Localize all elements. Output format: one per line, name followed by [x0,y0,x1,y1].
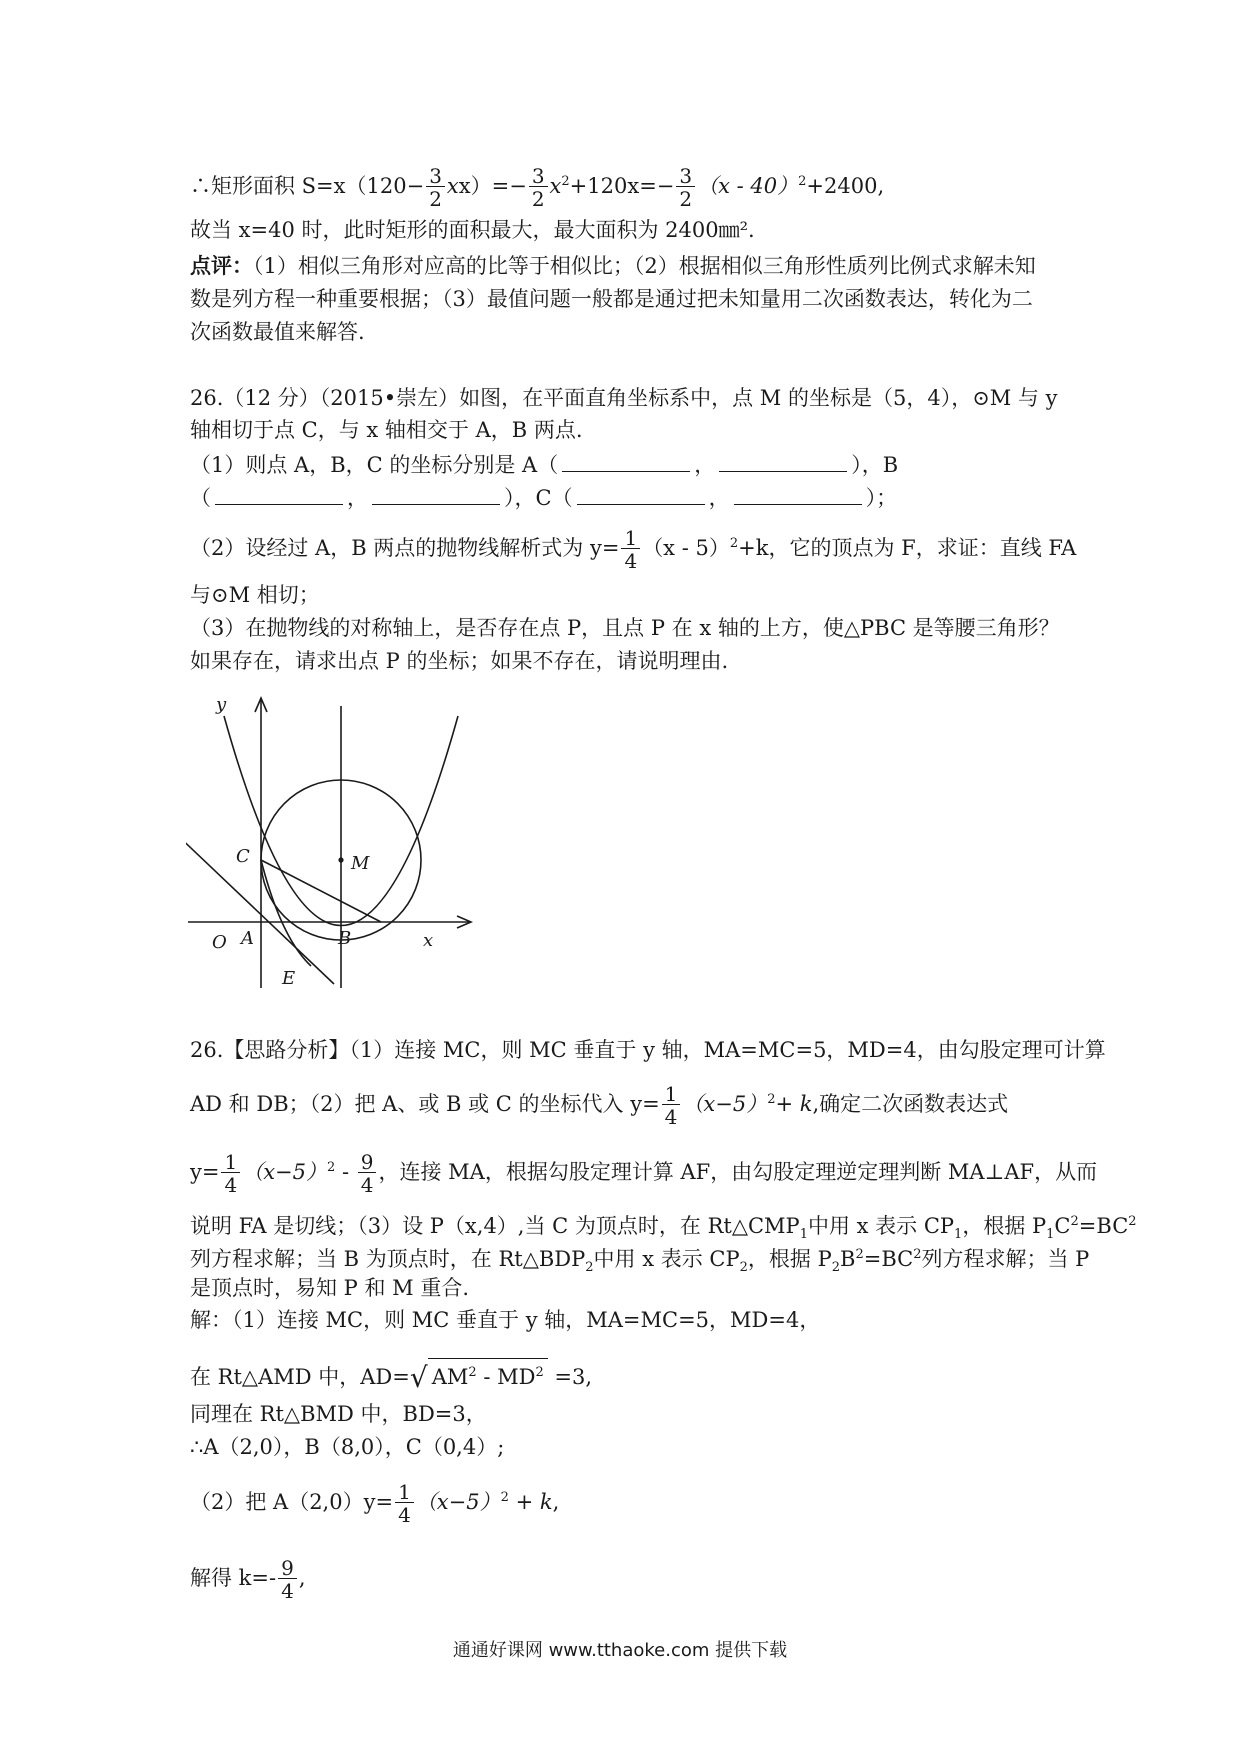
question-3-line-2: 如果存在，请求出点 P 的坐标；如果不存在，请说明理由. [190,649,729,673]
answer-blank[interactable] [577,484,705,505]
point-m [338,857,343,862]
answer-blank[interactable] [372,484,500,505]
solution-line-2: AD 和 DB；（2）把 A、或 B 或 C 的坐标代入 y= $\frac{1}{4}$ $(x-5)^2+ k$,确定二次函数表达式 [190,1082,1009,1129]
sqrt-expression: $AM^2 - MD^2$ [428,1358,548,1391]
coordinate-figure [186,676,506,996]
solution-line-4: 说明 FA 是切线；（3）设 P（x,4）,当 C 为顶点时，在 $Rt\triangle CMP_1$中用 x 表示 $CP_1$，根据 $P_1C^2=BC^2$ [190,1214,1137,1243]
solution-line-10: ∴A（2,0），B（8,0），C（0,4）; [190,1435,505,1459]
label-m: M [351,853,370,874]
label-b: B [338,928,352,949]
fraction: $\frac{3}{2}$ [676,166,695,209]
comment-line-2: 数是列方程一种重要根据；（3）最值问题一般都是通过把未知量用二次函数表达，转化为二 [190,287,1033,311]
solution-line-5: 列方程求解；当 B 为顶点时，在 $Rt\triangle BDP_2$中用 x 表示 $CP_2$，根据 $P_2B^2=BC^2$列方程求解；当 P [190,1247,1090,1276]
label-c: C [236,846,250,867]
fraction: $\frac{3}{2}$ [529,166,548,209]
solution-line-3: y= $\frac{1}{4}$ $(x-5)^2$ - $\frac{9}{4}$ ，连接 MA，根据勾股定理计算 AF，由勾股定理逆定理判断 MA⊥AF，从而 [190,1150,1098,1197]
question-2-line-1: （2）设经过 A，B 两点的抛物线解析式为 y= $\frac{1}{4}$ （x - 5）$^2$+k，它的顶点为 F，求证：直线 FA [190,526,1077,573]
fraction: $\frac{1}{4}$ [621,528,640,571]
max-area-line: 故当 x=40 时，此时矩形的面积最大，最大面积为 2400㎜². [190,218,755,242]
label-e: E [282,968,296,989]
question-2-line-2: 与⊙M 相切； [190,583,320,607]
label-o: O [212,932,227,953]
question-1-line-1: （1）则点 A，B，C 的坐标分别是 A（ ， ），B [190,453,899,477]
solution-line-1: 26.【思路分析】（1）连接 MC，则 MC 垂直于 y 轴，MA=MC=5，MD=4，由勾股定理可计算 [190,1038,1106,1062]
fraction: $\frac{3}{2}$ [426,166,445,209]
tangent-line-fa [186,830,334,984]
label-x: x [423,930,434,951]
solution-line-8: 在 Rt△AMD 中，AD=√ $AM^2 - MD^2 =3$, [190,1358,592,1392]
fraction: $\frac{1}{4}$ [662,1084,681,1127]
answer-blank[interactable] [734,484,862,505]
area-formula-line: ∴矩形面积 S=x（120− $\frac{3}{2}$ xx）=− $\frac{3}{2}$ $x^2+120x=-$ $\frac{3}{2}$ （x - 40）$^2$+2400, [190,164,885,211]
fraction: $\frac{9}{4}$ [358,1152,377,1195]
fraction: $\frac{9}{4}$ [278,1558,297,1601]
comment-line-3: 次函数最值来解答. [190,320,365,344]
problem-line-1: 26.（12 分）（2015•崇左）如图，在平面直角坐标系中，点 M 的坐标是（5，4），⊙M 与 y [190,386,1058,410]
question-3-line-1: （3）在抛物线的对称轴上，是否存在点 P，且点 P 在 x 轴的上方，使△PBC 是等腰三角形？ [190,616,1060,640]
fraction: $\frac{1}{4}$ [221,1152,240,1195]
fraction: $\frac{1}{4}$ [395,1482,414,1525]
curve-ce [261,860,311,966]
problem-line-2: 轴相切于点 C，与 x 轴相交于 A，B 两点. [190,418,583,442]
comment-line-1: 点评：（1）相似三角形对应高的比等于相似比；（2）根据相似三角形性质列比例式求解未知 [190,253,1036,278]
solution-line-6: 是顶点时，易知 P 和 M 重合. [190,1276,470,1300]
question-1-line-2: （ ， ），C（ ， ）； [190,486,898,510]
answer-blank[interactable] [215,484,343,505]
solution-line-9: 同理在 Rt△BMD 中，BD=3， [190,1402,487,1426]
label-y: y [216,694,227,715]
answer-blank[interactable] [562,451,690,472]
label-a: A [241,928,254,949]
solution-line-12: 解得 k=- $\frac{9}{4}$ , [190,1556,306,1603]
answer-blank[interactable] [719,451,847,472]
solution-line-7: 解：（1）连接 MC，则 MC 垂直于 y 轴，MA=MC=5，MD=4， [190,1308,821,1332]
solution-line-11: （2）把 A（2,0）y= $\frac{1}{4}$ $(x-5)^2 + k$, [190,1480,560,1527]
page-footer: 通通好课网 www.tthaoke.com 提供下载 [452,1640,788,1661]
